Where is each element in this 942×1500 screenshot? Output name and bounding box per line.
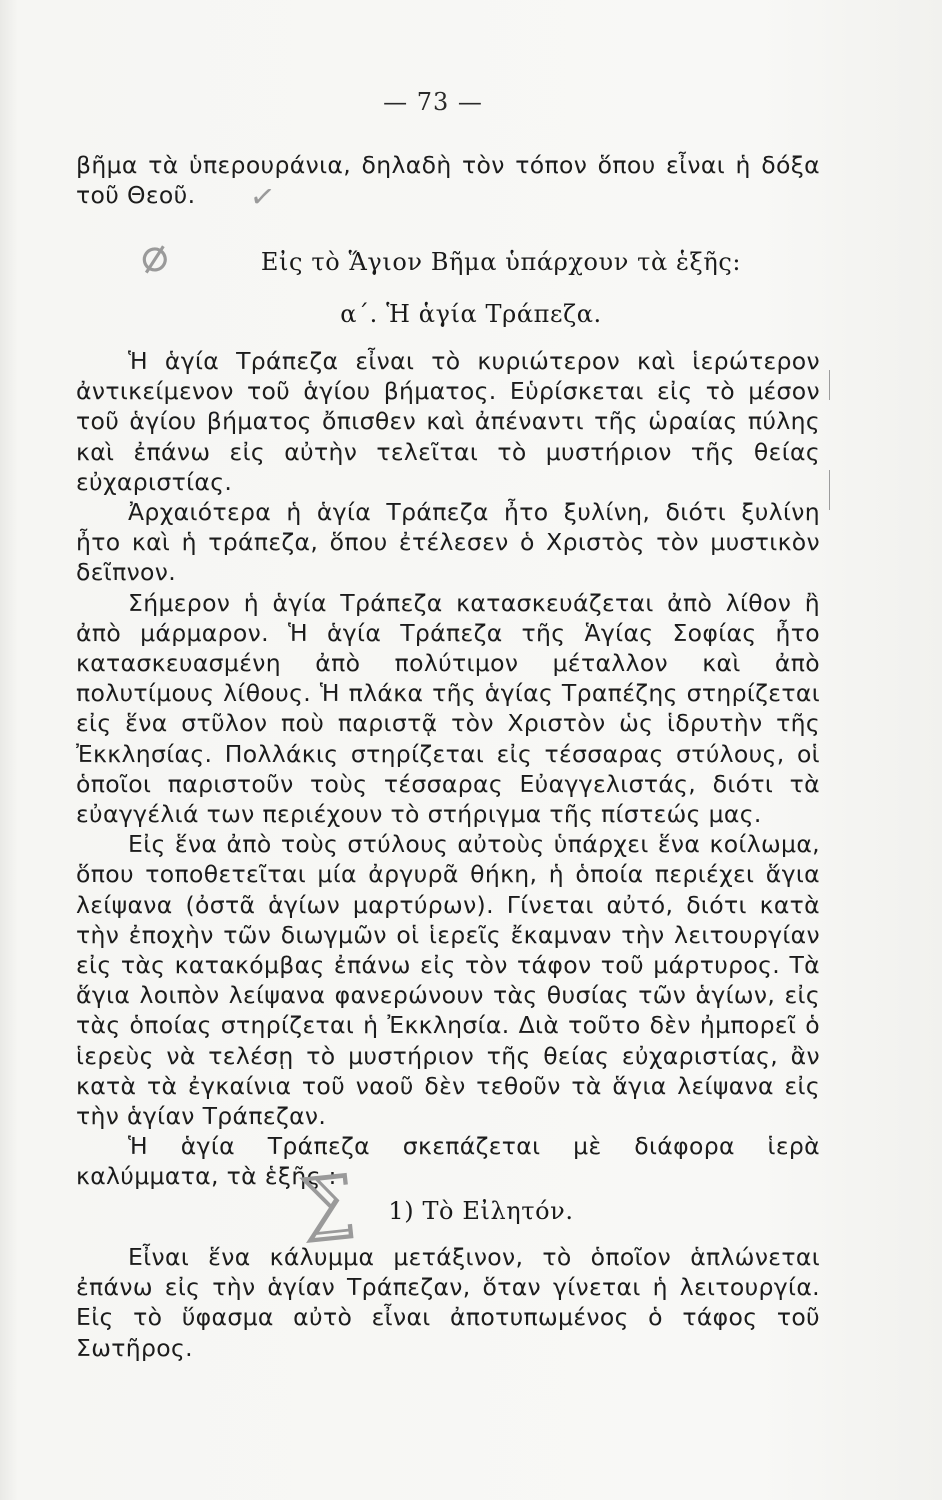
subsection-heading-1: 1) Τὸ Εἰλητόν. — [388, 1197, 574, 1225]
paragraph-5: Ἡ ἁγία Τράπεζα σκεπάζεται μὲ διάφορα ἱερὰ καλύμματα, τὰ ἑξῆς : — [76, 1132, 820, 1191]
subsection-heading-a: α΄. Ἡ ἁγία Τράπεζα. — [340, 300, 602, 328]
paragraph-4: Εἰς ἕνα ἀπὸ τοὺς στύλους αὐτοὺς ὑπάρχει ἕνα κοίλωμα, ὅπου τοποθετεῖται μία ἀργυρᾶ θήκη, ἡ ὁποία περιέχει ἅγια λείψανα (ὀστᾶ ἁγίων μαρτύρων). Γίνεται αὐτό, διότι κατὰ τὴν ἐποχὴν τῶν διωγμῶν οἱ ἱερεῖς ἔκαμναν τὴν λειτουργίαν εἰς τὰς κατακόμβας ἐπάνω εἰς τὸν τάφον τοῦ μάρτυρος. Τὰ ἅγια λοιπὸν λείψανα φανερώνουν τὰς θυσίας τῶν ἁγίων, εἰς τὰς ὁποίας στηρίζεται ἡ Ἐκκλησία. Διὰ τοῦτο δὲν ἠμπορεῖ ὁ ἱερεὺς νὰ τελέσῃ τὸ μυστήριον τῆς θείας εὐχαριστίας, ἂν κατὰ τὰ ἐγκαίνια τοῦ ναοῦ δὲν τεθοῦν τὰ ἅγια λείψανα εἰς τὴν ἁγίαν Τράπεζαν. — [76, 830, 820, 1131]
page-number: — 73 — — [383, 88, 483, 116]
intro-paragraph: βῆμα τὰ ὑπερουράνια, δηλαδὴ τὸν τόπον ὅπου εἶναι ἡ δόξα τοῦ Θεοῦ. — [76, 151, 820, 210]
section-heading: Εἰς τὸ Ἅγιον Βῆμα ὑπάρχουν τὰ ἑξῆς: — [260, 248, 742, 276]
paragraph-final: Εἶναι ἕνα κάλυμμα μετάξινον, τὸ ὁποῖον ἁπλώνεται ἐπάνω εἰς τὴν ἁγίαν Τράπεζαν, ὅταν γίνεται ἡ λειτουργία. Εἰς τὸ ὕφασμα αὐτὸ εἶναι ἀποτυπωμένος ὁ τάφος τοῦ Σωτῆρος. — [76, 1243, 820, 1362]
paragraph-1: Ἡ ἁγία Τράπεζα εἶναι τὸ κυριώτερον καὶ ἱερώτερον ἀντικείμενον τοῦ ἁγίου βήματος. Εὑρίσκεται εἰς τὸ μέσον τοῦ ἁγίου βήματος ὄπισθεν καὶ ἀπέναντι τῆς ὡραίας πύλης καὶ ἐπάνω εἰς αὐτὴν τελεῖται τὸ μυστήριον τῆς θείας εὐχαριστίας. — [76, 347, 820, 496]
pencil-scribble: ⅀ — [295, 1157, 356, 1247]
paragraph-2: Ἀρχαιότερα ἡ ἁγία Τράπεζα ἦτο ξυλίνη, διότι ξυλίνη ἦτο καὶ ἡ τράπεζα, ὅπου ἐτέλεσεν ὁ Χριστὸς τὸν μυστικὸν δεῖπνον. — [76, 498, 820, 587]
main-text — [76, 346, 820, 1192]
final-text — [76, 1242, 820, 1363]
margin-pencil-line — [829, 470, 830, 510]
intro-text — [76, 150, 820, 210]
margin-pencil-line — [829, 370, 830, 400]
paragraph-3: Σήμερον ἡ ἁγία Τράπεζα κατασκευάζεται ἀπὸ λίθον ἢ ἀπὸ μάρμαρον. Ἡ ἁγία Τράπεζα τῆς Ἁγίας Σοφίας ἦτο κατασκευασμένη ἀπὸ πολύτιμον μέταλλον καὶ ἀπὸ πολυτίμους λίθους. Ἡ πλάκα τῆς ἁγίας Τραπέζης στηρίζεται εἰς ἕνα στῦλον ποὺ παριστᾷ τὸν Χριστὸν ὡς ἱδρυτὴν τῆς Ἐκκλησίας. Πολλάκις στηρίζεται εἰς τέσσαρας στύλους, οἱ ὁποῖοι παριστοῦν τοὺς τέσσαρας Εὐαγγελιστάς, διότι τὰ εὐαγγέλιά των περιέχουν τὸ στήριγμα τῆς πίστεώς μας. — [76, 588, 820, 829]
pencil-checkmark: ✓ — [247, 178, 278, 217]
pencil-mark-symbol: ⌀ — [134, 225, 174, 285]
